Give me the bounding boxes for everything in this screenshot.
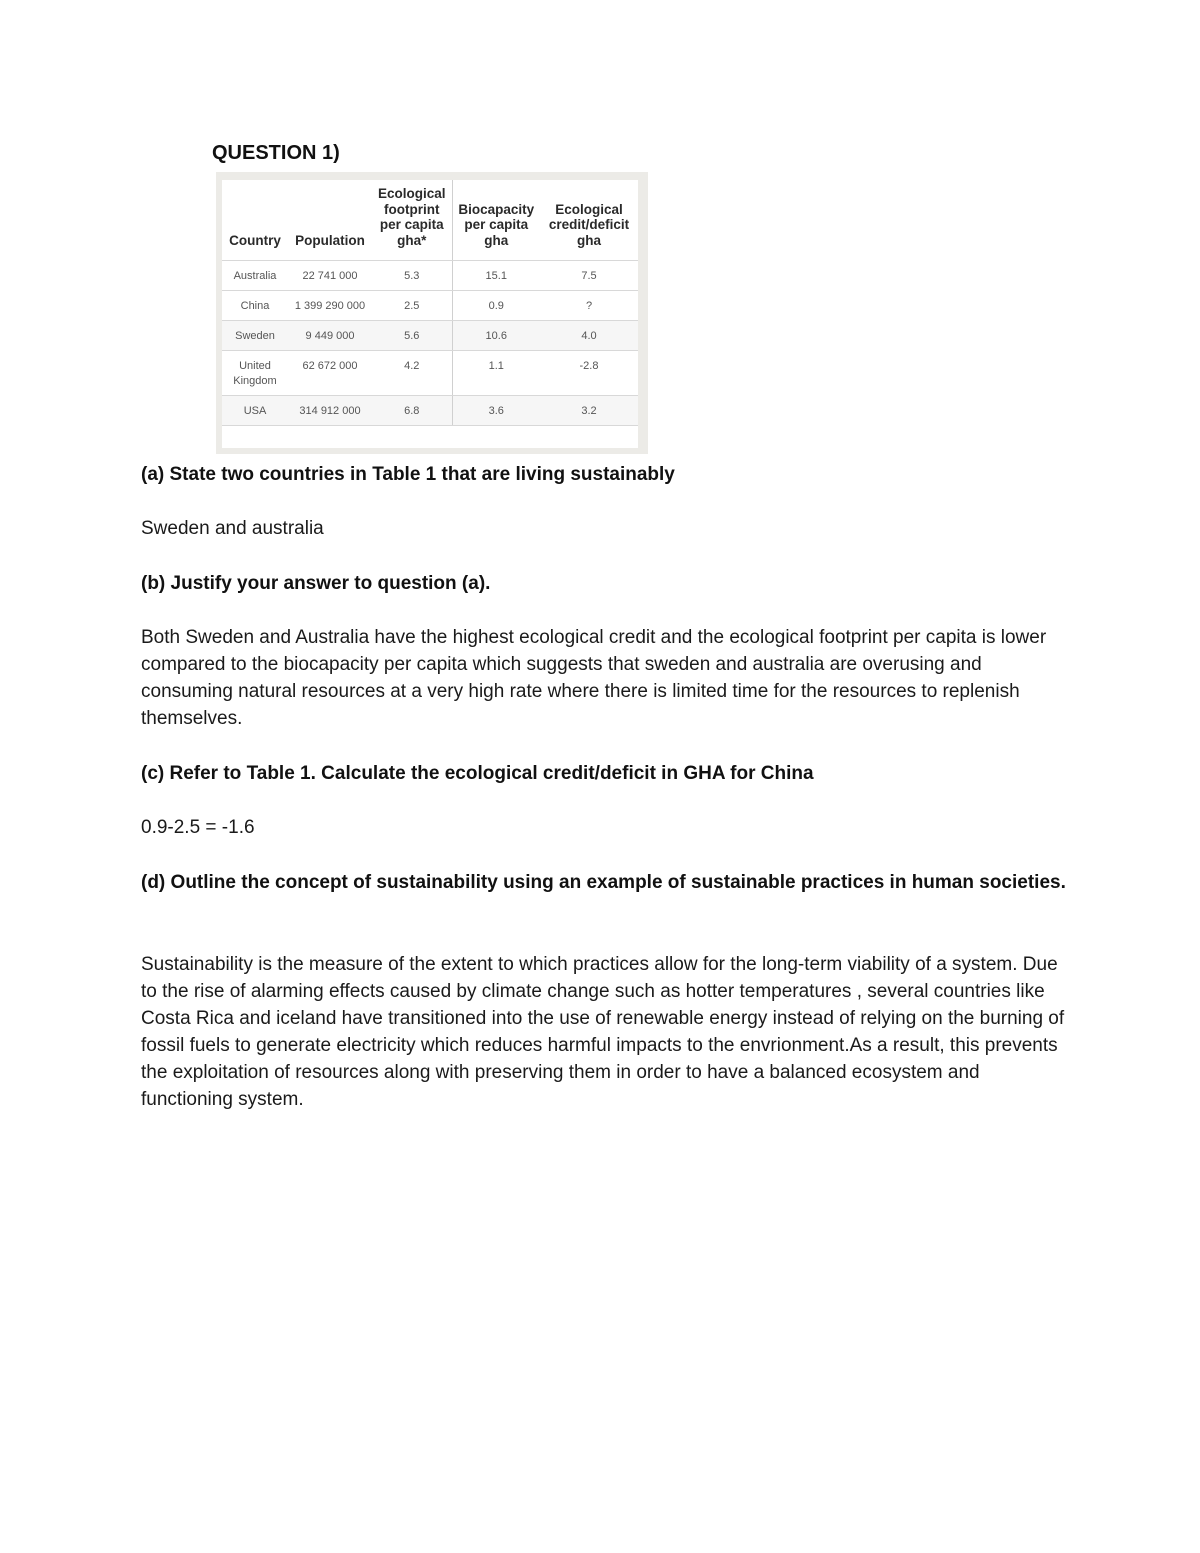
header-country: Country [222,180,288,261]
table-cell: 10.6 [452,321,540,351]
table-cell: -2.8 [540,351,638,396]
table-cell: 3.2 [540,396,638,426]
question-title: QUESTION 1) [212,142,340,164]
question-c: (c) Refer to Table 1. Calculate the ecological credit/deficit in GHA for China [141,763,814,784]
table-cell: 2.5 [372,291,452,321]
header-credit-deficit: Ecological credit/deficit gha [540,180,638,261]
header-footprint: Ecological footprint per capita gha* [372,180,452,261]
table-cell: Sweden [222,321,288,351]
table-row [222,351,638,396]
table-header-row [222,180,638,261]
table-cell: 22 741 000 [288,261,372,291]
table-cell: 4.0 [540,321,638,351]
table-cell: 0.9 [452,291,540,321]
table-cell: 5.3 [372,261,452,291]
table-panel [222,180,638,448]
table-cell: 62 672 000 [288,351,372,396]
table-cell: USA [222,396,288,426]
table-cell: 1 399 290 000 [288,291,372,321]
table-image [216,172,648,454]
table-row [222,321,638,351]
table-cell: 1.1 [452,351,540,396]
table-row [222,291,638,321]
table-cell: 5.6 [372,321,452,351]
table-cell: 314 912 000 [288,396,372,426]
table-cell: ? [540,291,638,321]
question-d: (d) Outline the concept of sustainability using an example of sustainable practices in human societies. [141,872,1066,893]
table-cell: Australia [222,261,288,291]
table-cell: United Kingdom [222,351,288,396]
table-row [222,396,638,426]
question-b: (b) Justify your answer to question (a). [141,573,491,594]
header-biocapacity: Biocapacity per capita gha [452,180,540,261]
table-cell: 9 449 000 [288,321,372,351]
table-cell: 4.2 [372,351,452,396]
table-row [222,261,638,291]
ecological-table [222,180,638,426]
table-cell: China [222,291,288,321]
header-population: Population [288,180,372,261]
table-cell: 6.8 [372,396,452,426]
answer-d: Sustainability is the measure of the extent to which practices allow for the long-term viability of a system. Due to the rise of alarming effects caused by climate change such as hotter temperatures , several countries like Costa Rica and iceland have transitioned into the use of renewable energy instead of relying on the burning of fossil fuels to generate electricity which reduces harmful impacts to the envrionment.As a result, this prevents the exploitation of resources along with preserving them in order to have a balanced ecosystem and functioning system. [141,954,1065,1110]
table-cell: 3.6 [452,396,540,426]
question-a: (a) State two countries in Table 1 that are living sustainably [141,464,675,485]
answer-b: Both Sweden and Australia have the highest ecological credit and the ecological footprint per capita is lower compared to the biocapacity per capita which suggests that sweden and australia are overusing and consuming natural resources at a very high rate where there is limited time for the resources to replenish themselves. [141,627,1047,729]
table-cell: 7.5 [540,261,638,291]
answer-a: Sweden and australia [141,518,324,539]
answer-c: 0.9-2.5 = -1.6 [141,817,255,838]
table-cell: 15.1 [452,261,540,291]
